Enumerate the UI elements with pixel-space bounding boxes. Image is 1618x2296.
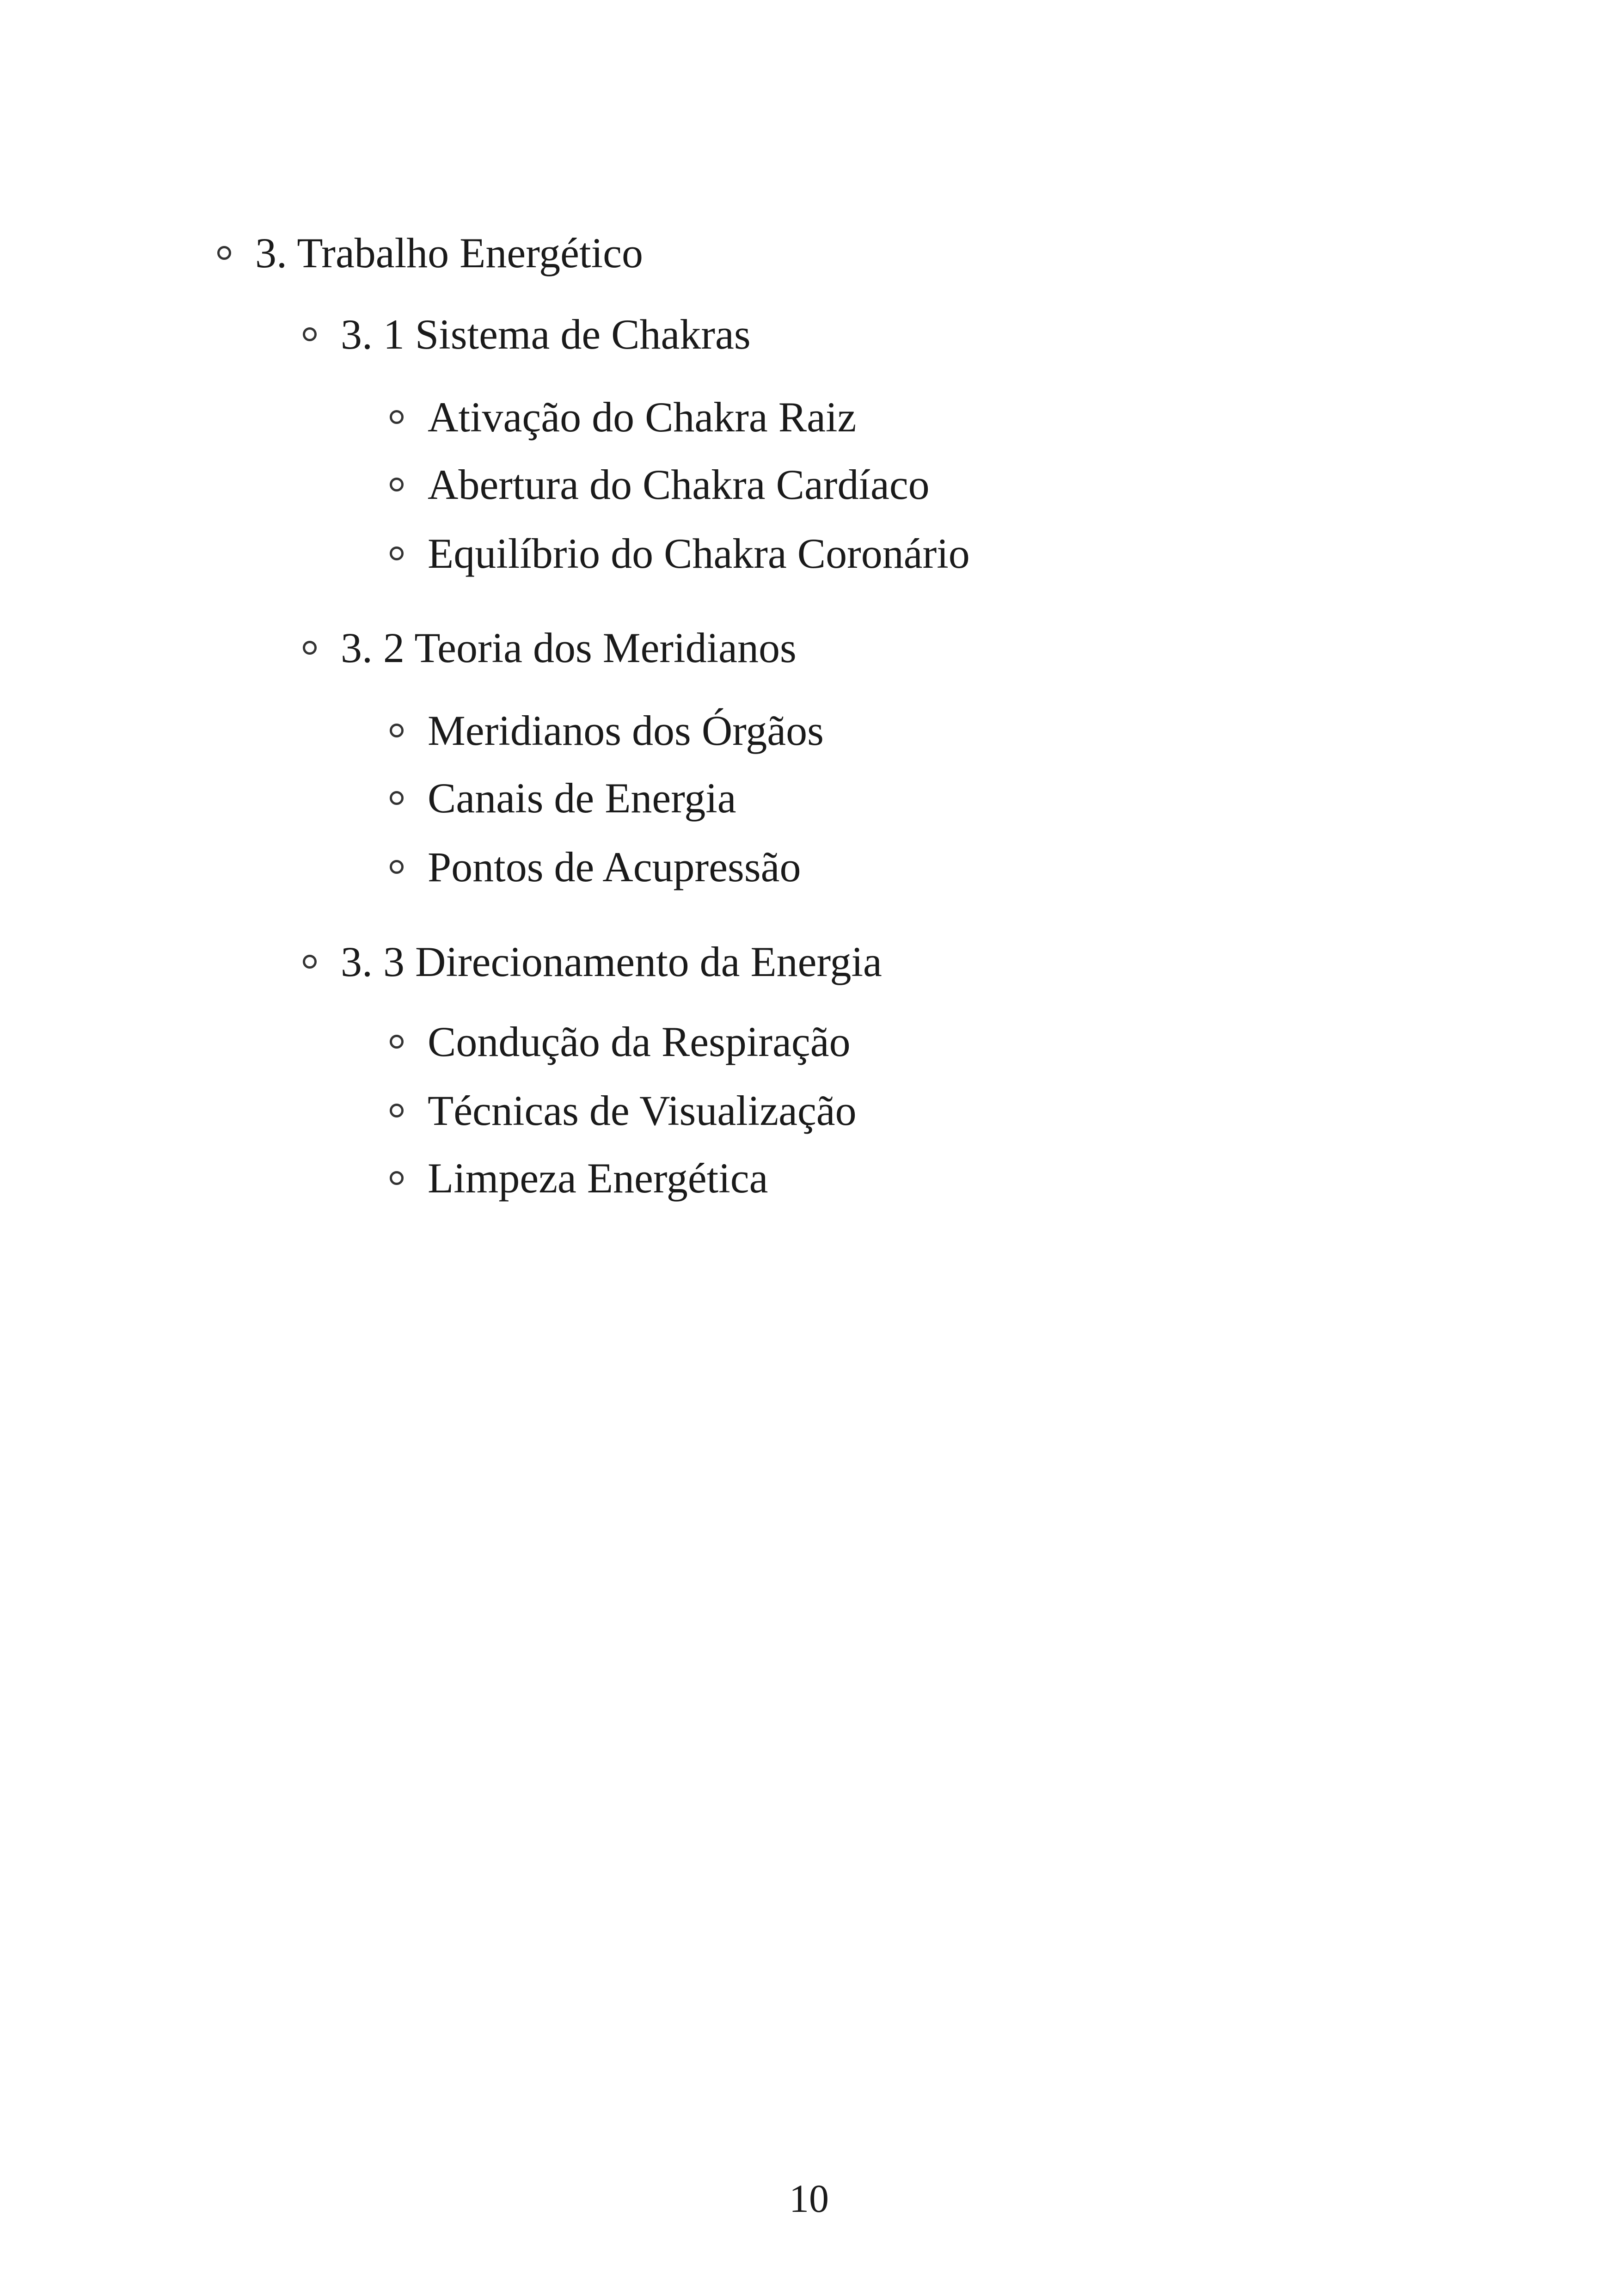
hollow-circle-bullet-icon — [390, 724, 404, 737]
hollow-circle-bullet-icon — [390, 860, 404, 874]
outline-subsection — [303, 936, 882, 987]
subsection-title: 3. 2 Teoria dos Meridianos — [341, 624, 797, 671]
hollow-circle-bullet-icon — [390, 410, 404, 424]
hollow-circle-bullet-icon — [390, 1171, 404, 1185]
outline-item — [390, 773, 736, 823]
outline-item — [390, 1085, 857, 1136]
hollow-circle-bullet-icon — [390, 1104, 404, 1117]
outline-item — [390, 459, 930, 510]
outline-item-label: Condução da Respiração — [428, 1018, 851, 1065]
outline-subsection — [303, 309, 751, 360]
outline-subsection — [303, 622, 797, 673]
hollow-circle-bullet-icon — [303, 955, 317, 969]
hollow-circle-bullet-icon — [390, 546, 404, 560]
outline-item — [390, 1016, 851, 1067]
hollow-circle-bullet-icon — [303, 327, 317, 341]
page-number: 10 — [789, 2176, 829, 2221]
hollow-circle-bullet-icon — [390, 791, 404, 805]
outline-item-label: Abertura do Chakra Cardíaco — [428, 461, 930, 508]
outline-item-label: Pontos de Acupressão — [428, 843, 801, 890]
hollow-circle-bullet-icon — [390, 478, 404, 491]
hollow-circle-bullet-icon — [303, 641, 317, 655]
subsection-title: 3. 3 Direcionamento da Energia — [341, 938, 882, 985]
subsection-title: 3. 1 Sistema de Chakras — [341, 311, 751, 358]
outline-item — [390, 705, 824, 756]
hollow-circle-bullet-icon — [390, 1035, 404, 1049]
outline-item-label: Equilíbrio do Chakra Coronário — [428, 530, 970, 577]
outline-item — [390, 1153, 768, 1203]
section-title: 3. Trabalho Energético — [255, 229, 643, 276]
outline-item — [390, 528, 970, 579]
outline-item-label: Meridianos dos Órgãos — [428, 707, 824, 754]
hollow-circle-bullet-icon — [217, 246, 231, 260]
outline-item — [390, 392, 856, 442]
outline-item — [390, 841, 801, 892]
outline-item-label: Canais de Energia — [428, 774, 736, 822]
outline-item-label: Técnicas de Visualização — [428, 1087, 857, 1134]
outline-section — [217, 227, 643, 278]
outline-item-label: Ativação do Chakra Raiz — [428, 393, 857, 441]
outline-item-label: Limpeza Energética — [428, 1154, 768, 1202]
